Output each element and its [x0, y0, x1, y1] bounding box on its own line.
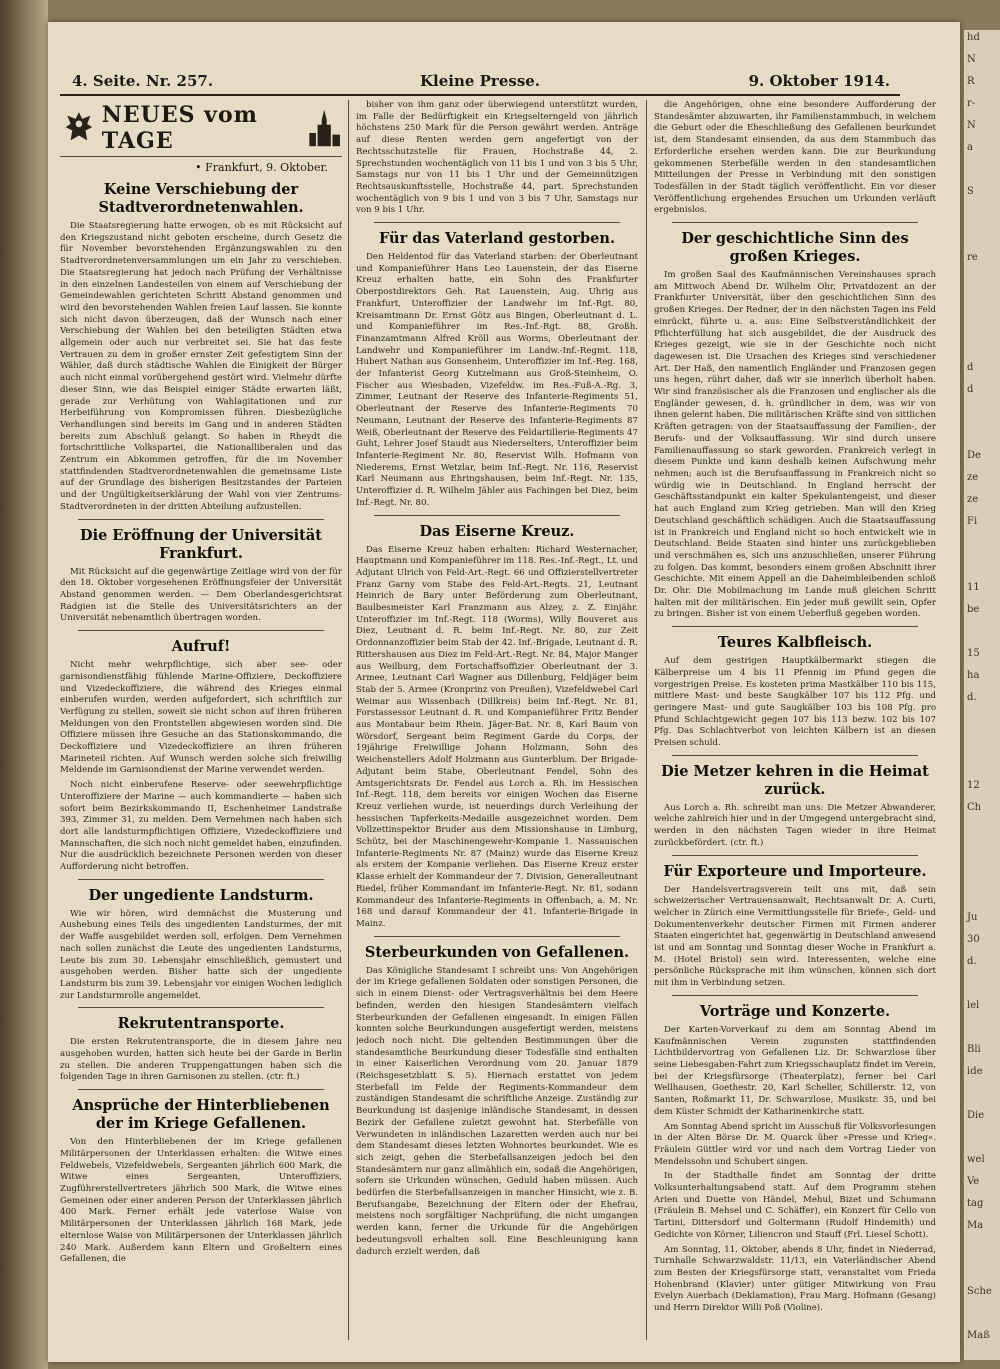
adjacent-page-fragment	[964, 624, 1000, 646]
adjacent-page-fragment: d.	[967, 692, 977, 703]
adjacent-page-fragment: 15	[967, 648, 980, 659]
adjacent-page-fragment: Ju	[967, 912, 978, 923]
adjacent-page-fragment	[964, 162, 1000, 184]
adjacent-page-fragment	[964, 1130, 1000, 1152]
masthead-title: NEUES vom TAGE	[101, 102, 258, 154]
article-headline: Die Eröffnung der Universität Frankfurt.	[80, 526, 322, 562]
article-headline: Der geschichtliche Sinn des großen Krieges.	[681, 230, 909, 266]
article-paragraph: Auf dem gestrigen Hauptkälbermarkt stiegen die Kälberpreise um 4 bis 11 Pfennig im Pfund gegen die vorgestrigen Preise. Es kosteten prima Mastkälber 110 bis 115, mittlere Mast- und beste Saugkälber 107 bis 112 Pfg. und geringere Mast- und gute Saugkälber 103 bis 108 Pfg. pro Pfund Schlachtgewicht gegen 107 bis 113 bezw. 102 bis 107 Pfg. Das Schlachtverbot von leichten Kälbern ist an diesen Preisen schuld.	[654, 656, 936, 749]
masthead	[60, 100, 342, 157]
article	[60, 1007, 342, 1084]
article-divider	[672, 855, 918, 856]
adjacent-page-fragment: Sche	[967, 1286, 992, 1297]
article	[60, 519, 342, 626]
article-paragraph: Von den Hinterbliebenen der im Kriege gefallenen Militärpersonen der Unterklassen erhalten: die Witwe eines Feldwebels, Vizefeldwebels, Sergeanten jährlich 600 Mark, die Witwe eines Sergeanten, Unteroffiziers, Zugführerstellvertreters jährlich 500 Mark, die Witwe eines Gemeinen oder einer anderen Person der Unterklassen jährlich 400 Mark. Ferner erhält jede vaterlose Waise von Militärpersonen der Unterklassen jährlich 168 Mark, jede elternlose Waise von Militärpersonen der Unterklassen jährlich 240 Mark. Außerdem kann Eltern und Großeltern eines Gefallenen, die	[60, 1137, 342, 1265]
adjacent-page-fragment: r-	[967, 98, 976, 109]
article-paragraph: In der Stadthalle findet am Sonntag der dritte Volksunterhaltungsabend statt. Auf dem Programm stehen Arien und Duette von Händel, Mehul, Bizet und Schumann (Fräulein B. Mehsel und C. Schäffer), ein Konzert für Cello von Tartini, Dittersdorf und Goltermann (Rudolf Hindemith) und Gedichte von Körner, Liliencron und Stauff (Frl. Liesel Schott).	[654, 1171, 936, 1240]
article-headline: Der ungediente Landsturm.	[88, 886, 314, 904]
column-3-articles	[654, 100, 936, 1315]
article-paragraph: Im großen Saal des Kaufmännischen Vereinshauses sprach am Mittwoch Abend Dr. Wilhelm Ohr, Privatdozent an der Frankfurter Universität, über den geschichtlichen Sinn des großen Krieges. Der Redner, der in den nächsten Tagen ins Feld einrückt, führte u. a. aus: Eine Selbstverständlichkeit der Pflichterfüllung hat sich ausgebildet, die der Ausdruck des Krieges gezeigt, wie sie in der Geschichte noch nicht dagewesen ist. Die Ursachen des Krieges sind verschiedener Art. Der Haß, den namentlich Engländer und Franzosen gegen uns hegen, rührt daher, daß wir sie innerlich überholt haben. Wir sind französischer als die Franzosen und englischer als die Engländer gewesen, d. h. gründlicher in dem, was wir von ihnen gelernt haben. Die militärischen Kräfte sind von sittlichen Kräften getragen: von der Staatsauffassung der Familien-, der Berufs- und der Volksauffassung. Wir sind durch unsere Familienauffassung so stark geworden. Frankreich verlegt in diesem Punkte und kann deshalb keinen Aufschwung mehr nehmen; auch ist die Berufsauffassung in Frankreich nicht so würdig wie in Deutschland. In England herrscht der Geschäftsstandpunkt ein kalter Spekulantengeist, und dieser hat auch England zum Krieg getrieben. Man will den Krieg Deutschland geschäftlich schädigen. Auch die Staatsauffassung ist in Frankreich und England nicht so hoch entwickelt wie in Deutschland. Beide Staaten sind hinter uns zurückgeblieben und verschmähen es, sich uns anzuschließen, unserer Führung zu folgen. Das kommt, besonders einem großen Abschnitt ihrer Geschichte. Mit einem Appell an die Daheimbleibenden schloß Dr. Ohr. Die Mobilmachung im Lande muß gleichen Schritt halten mit der militärischen. Ein jeder muß gewillt sein, Opfer zu bringen. Bisher ist von einem Ueberfluß gegeben worden.	[654, 270, 936, 620]
adjacent-page-fragment	[964, 976, 1000, 998]
adjacent-page-fragment: De	[967, 450, 981, 461]
article-divider	[78, 1007, 324, 1008]
article-paragraph: Mit Rücksicht auf die gegenwärtige Zeitlage wird von der für den 18. Oktober vorgesehenen Eröffnungsfeier der Universität Abstand genommen werden. — Dem Oberlandesgerichtsrat Radgien ist die Stelle des Universitätsrichters an der Universität nebenamtlich übertragen worden.	[60, 566, 342, 624]
article-paragraph: Der Karten-Vorverkauf zu dem am Sonntag Abend im Kaufmännischen Verein zugunsten stattfindenden Lichtbildervortrag von Gefallenen Liz. Dr. Schwarzlose über seine Liebesgaben-Fahrt zum Kriegsschauplatz findet im Verein, bei der Kriegsfürsorge (Theaterplatz), ferner bei Carl Wellhausen, Goethestr. 20, Karl Scheller, Schillerstr. 12, von Santen, Roßmarkt 11, Dr. Schwarzlose, Musikstr. 35, und bei dem Küster Schmidt der Katharinenkirche statt.	[654, 1024, 936, 1117]
adjacent-page-fragment: N	[967, 54, 976, 65]
adjacent-page-fragment	[964, 844, 1000, 866]
issue-date: 9. Oktober 1914.	[748, 72, 890, 90]
article	[356, 100, 638, 217]
article-paragraph: Nicht mehr wehrpflichtige, sich aber see- oder garnisondienstfähig fühlende Marine-Offiziere, Deckoffiziere und Vizedeckoffiziere, die während des Krieges einmal einberufen wurden, werden aufgefordert, sich schriftlich zur Verfügung zu stellen, soweit sie nicht schon auf ihren früheren Meldungen von den Frontstellen abgewiesen worden sind. Die Offiziere müssen ihre Gesuche an das Stationskommando, die Deckoffiziere und Vizedeckoffiziere an ihren früheren Marineteil richten. Auf Wunsch werden solche sich freiwillig Meldende im Garnisondienst der Marine verwendet werden.	[60, 660, 342, 776]
article-headline: Rekrutentransporte.	[117, 1015, 285, 1033]
article	[60, 1089, 342, 1266]
adjacent-page-fragment	[964, 734, 1000, 756]
column-1-articles	[60, 181, 342, 1266]
adjacent-page-fragment: Fi	[967, 516, 978, 527]
column-2-articles	[356, 100, 638, 1258]
adjacent-page-fragment	[964, 404, 1000, 426]
adjacent-page-fragment: 11	[967, 582, 980, 593]
article-headline: Sterbeurkunden von Gefallenen.	[364, 943, 630, 961]
article-divider	[374, 515, 620, 516]
newspaper-name: Kleine Presse.	[420, 72, 541, 90]
adjacent-page-fragment: R	[967, 76, 975, 87]
article-headline: Teures Kalbfleisch.	[717, 634, 873, 652]
adjacent-page-fragment: N	[967, 120, 976, 131]
adjacent-page-fragment: Bli	[967, 1044, 981, 1055]
article	[654, 626, 936, 750]
article-paragraph: Aus Lorch a. Rh. schreibt man uns: Die Metzer Abwanderer, welche zahlreich hier und in der Umgegend untergebracht sind, werden in den nächsten Tagen wieder in ihre Heimat zurückbefördert. (ctr. ft.)	[654, 802, 936, 848]
adjacent-page-fragment: be	[967, 604, 980, 615]
adjacent-page-fragment: Ma	[967, 1220, 984, 1231]
adjacent-page-fragment	[964, 272, 1000, 294]
column-separator	[348, 100, 349, 1340]
adjacent-page-fragment	[964, 558, 1000, 580]
article-divider	[78, 630, 324, 631]
adjacent-page-fragment	[964, 888, 1000, 910]
column-2	[356, 100, 638, 1340]
adjacent-page-fragment: ze	[967, 472, 979, 483]
adjacent-page-fragment	[964, 822, 1000, 844]
adjacent-page-fragment: 12	[967, 780, 980, 791]
article-paragraph: Das Eiserne Kreuz haben erhalten: Richard Westernacher, Hauptmann und Kompanieführer im 118. Res.-Inf.-Regt., Lt. und Adjutant Ulrich von Feld-Art.-Regt. 66 und Offizierstellvertreter Franz Garny vom Stabe des Feld-Art.-Regts. 21, Leutnant Heinrich de Bary unter Beförderung zum Oberleutnant, Baulbesmeister Karl Franzmann aus Alzey, z. Z. Einjähr. Unteroffizier im Inf.-Regt. 118 (Worms), Willy Bouveret aus Diez, Leutnant d. R. beim Inf.-Regt. Nr. 80, zur Zeit Ordonnanzoffizier beim Stab der 42. Inf.-Brigade, Leutnant d. R. Rittershausen aus Diez im Feld-Art.-Regt. Nr. 84, Major Manger aus Weilburg, dem Fortschaffsoffizier Oberleutnant der 3. Armee, Leutnant Carl Wagner aus Dillenburg, Feldjäger beim Stab der 5. Armee (Kronprinz von Preußen), Vizefeldwebel Carl Weimar aus Wissenbach (Dillkreis) beim Inf.-Regt. Nr. 81, Forstassessor Leutnant d. R. und Kompanieführer Fritz Bender aus Montabaur beim Rhein. Jäger-Bat. Nr. 8, Karl Baum von Wörsdorf, Sergeant beim Regiment Garde du Corps, der 19jährige Freiwillige Johann Holzmann, Sohn des Weichenstellers Adolf Holzmann aus Gunterblum. Der Brigade-Adjutant beim Stabe, Oberleutnant Fendel, Sohn des Amtsgerichtsrats Dr. Fendel aus Lorch a. Rh. im Hessischen Inf.-Regt. 118, dem bereits vor einigen Wochen das Eiserne Kreuz verliehen wurde, ist neuerdings durch Verleihung der hessischen Tapferkeits-Medaille ausgezeichnet worden. Dem Vollzettinspektor Bruder aus dem Missionshause in Limburg, Schütz, bei der Maschinengewehr-Kompanie 1. Nassauischen Infanterie-Regiments Nr. 87 (Mainz) wurde das Eiserne Kreuz als erstem der Kompanie verliehen. Das Eiserne Kreuz erster Klasse erhielt der Kommandeur der 7. Division, Generalleutnant Riedel, früher Kommandant im Infanterie-Regt. Nr. 81, sodann Kommandeur des Infanterie-Regiments in Offenbach, a. M. Nr. 168 und darauf Kommandeur der 41. Infanterie-Brigade in Mainz.	[356, 544, 638, 929]
article	[356, 515, 638, 931]
dateline: • Frankfurt, 9. Oktober.	[195, 161, 328, 174]
article	[654, 995, 936, 1315]
article-divider	[672, 755, 918, 756]
column-1	[60, 100, 342, 1340]
article-paragraph: Am Sonntag Abend spricht im Ausschuß für Volksvorlesungen in der Alten Börse Dr. M. Quarck über »Presse und Krieg«. Fräulein Güttler wird vor und nach dem Vortrag Lieder von Mendelssohn und Schubert singen.	[654, 1121, 936, 1167]
adjacent-page-fragment	[964, 228, 1000, 250]
article	[60, 879, 342, 1003]
page-number: 4. Seite. Nr. 257.	[72, 72, 214, 90]
adjacent-page-fragment	[964, 1306, 1000, 1328]
page-header	[60, 68, 900, 96]
article	[654, 755, 936, 850]
adjacent-page-fragment: d	[967, 384, 974, 395]
adjacent-page-fragment: d.	[967, 956, 977, 967]
adjacent-page-fragment	[964, 338, 1000, 360]
article	[356, 936, 638, 1259]
adjacent-page-fragment: Ve	[967, 1176, 980, 1187]
article-divider	[672, 222, 918, 223]
article-paragraph: Wie wir hören, wird demnächst die Musterung und Aushebung eines Teils des ungedienten Landsturmes, der mit der Waffe ausgebildet werden soll, erfolgen. Dem Vernehmen nach sollen zunächst die Leute des ungedienten Landsturms, Leute bis zum 30. Lebensjahr einschließlich, gemustert und ausgehoben werden. Bisher hatte sich der ungediente Landsturm bis zum 39. Lebensjahr vor einigen Wochen lediglich zur Landsturmrolle angemeldet.	[60, 908, 342, 1001]
adjacent-page-fragment: d	[967, 362, 974, 373]
article-headline: Für das Vaterland gestorben.	[378, 230, 615, 248]
adjacent-page-fragment: S	[967, 186, 974, 197]
article	[654, 222, 936, 621]
adjacent-page-fragment: ha	[967, 670, 980, 681]
adjacent-page-fragment: lel	[967, 1000, 980, 1011]
adjacent-page-fragment	[964, 1262, 1000, 1284]
article	[654, 855, 936, 990]
article-headline: Die Metzer kehren in die Heimat zurück.	[661, 762, 929, 798]
book-spine	[0, 0, 48, 1369]
article	[60, 181, 342, 514]
adjacent-page-fragment: re	[967, 252, 978, 263]
article-headline: Keine Verschiebung der Stadtverordnetenwahlen.	[98, 181, 304, 216]
article-headline: Aufruf!	[171, 638, 231, 656]
adjacent-page-fragment	[964, 206, 1000, 228]
eagle-icon	[64, 105, 94, 151]
adjacent-page-fragment: Ch	[967, 802, 982, 813]
article-paragraph: Das Königliche Standesamt I schreibt uns: Von Angehörigen der im Kriege gefallenen Soldaten oder sonstigen Personen, die sich in einem Dienst- oder Vertragsverhältnis bei dem Heere befinden, werden den hiesigen Standesämtern vielfach Sterbeurkunden der Gefallenen eingesandt. In einigen Fällen konnten solche Beurkundungen ausgefertigt werden, meistens jedoch noch nicht. Die geltenden Bestimmungen über die standesamtliche Beurkundung dieser Todesfälle sind enthalten in einer Kaiserlichen Verordnung vom 20. Januar 1879 (Reichsgesetzblatt S. 5). Hiernach erstattet von jedem Sterbefall im Felde der Regiments-Kommandeur dem zuständigen Standesamt die schriftliche Anzeige. Zuständig zur Beurkundung ist dasjenige inländische Standesamt, in dessen Bezirk der Gefallene zuletzt gewohnt hat. Sterbefälle von Verwundeten in inländischen Lazaretten werden auch nur bei dem Standesamt dieses letzten Wohnortes beurkundet. Wie es sich zeigt, gehen die Sterbefallsanzeigen jedoch bei den Standesämtern nur ganz allmählich ein, sodaß die Angehörigen, sofern sie Urkunden wünschen, Geduld haben müssen. Auch bedürfen die Sterbefallsanzeigen in mancher Hinsicht, wie z. B. Berufsangabe, Bezeichnung der Eltern oder der Ehefrau, meistens noch sorgfältiger Nachprüfung, die nicht umgangen werden kann, ferner die Urkunde für die Angehörigen bedeutungsvoll erhalten soll. Eine Beschleunigung kann dadurch erzielt werden, daß	[356, 965, 638, 1257]
adjacent-page-fragment: tag	[967, 1198, 984, 1209]
adjacent-page-fragment	[964, 712, 1000, 734]
article	[654, 100, 936, 217]
adjacent-page-fragment: ze	[967, 494, 979, 505]
article-divider	[672, 626, 918, 627]
article	[60, 630, 342, 874]
article-divider	[78, 519, 324, 520]
article-divider	[78, 879, 324, 880]
article-paragraph: Der Handelsvertragsverein teilt uns mit, daß sein schweizerischer Vertrauensanwalt, Rechtsanwalt Dr. A. Curti, welcher in Zürich eine Vermittlungsstelle für Briefe-, Geld- und Dokumentenverkehr deutscher Firmen mit Firmen anderer Staaten eingerichtet hat, gegenwärtig in Deutschland anwesend ist und am Sonntag und Sonntag dieser Woche in Frankfurt a. M. (Hotel Bristol) sein wird. Interessenten, welche eine persönliche Rücksprache mit ihm wünschen, können sich dort mit ihm in Verbindung setzen.	[654, 884, 936, 989]
column-3	[654, 100, 936, 1340]
article-paragraph: Am Sonntag, 11. Oktober, abends 8 Uhr, findet in Niederrad, Turnhalle Schwarzwaldstr. 11/13, ein Vaterländischer Abend zum Besten der Kriegsfürsorge statt, veranstaltet vom Frieda Hohenbrand (Klavier) unter gütiger Mitwirkung von Frau Evelyn Auerbach (Deklamation), Frau Marg. Hofmann (Gesang) und Herrn Direktor Willi Poß (Violine).	[654, 1244, 936, 1314]
article-headline: Ansprüche der Hinterbliebenen der im Kriege Gefallenen.	[72, 1097, 330, 1133]
adjacent-page-fragment: ide	[967, 1066, 983, 1077]
article-paragraph: bisher von ihm ganz oder überwiegend unterstützt wurden, im Falle der Bedürftigkeit ein Kriegselterngeld von jährlich höchstens 250 Mark für die Person gewährt werden. Anträge auf diese Renten werden gern angefertigt von der Rechtsschutzstelle für Frauen, Hochstraße 44, 2. Sprechstunden wochentäglich von 11 bis 1 und von 3 bis 5 Uhr, Samstags nur von 11 bis 1 Uhr und der Gemeinnützigen Rechtsauskunftsstelle, Hochstraße 44, part. Sprechstunden wochentäglich von 9 bis 1 und von 3 bis 7 Uhr, Samstags nur von 9 bis 1 Uhr.	[356, 100, 638, 216]
adjacent-page-fragment	[964, 1240, 1000, 1262]
adjacent-page-fragment	[964, 536, 1000, 558]
article-paragraph: Die Staatsregierung hatte erwogen, ob es mit Rücksicht auf den Kriegszustand nicht geboten erscheine, durch Gesetz die für November bevorstehenden Ergänzungswahlen zu den Stadtverordnetenversammlungen um ein Jahr zu verschieben. Die Staatsregierung hat jedoch nach Prüfung der Verhältnisse in den einzelnen Landesteilen von einem auf Verschiebung der Gemeindewahlen gerichteten Schritt Abstand genommen und wird den bevorstehenden Wahlen freien Lauf lassen. Sie konnte sich nicht davon überzeugen, daß der Wunsch nach einer Verschiebung der Wahlen bei den beteiligten Städten etwa allgemein oder auch nur verbreitet sei. Sie hat das feste Vertrauen zu dem in großer ernster Zeit gefestigtem Sinn der Wähler, daß durch städtische Wahlen die Einigkeit der Bürger auch nicht einmal vorübergehend gestört wird. Vielmehr dürfte dieser Sinn, wie das Beispiel einiger Städte erwarten läßt, gerade zur Verhütung von Wahlagitationen und zur Herbeiführung von Kompromissen führen. Diesbezügliche Verhandlungen sind bereits im Gang und in anderen Städten bereits zum Abschluß gelangt. So haben in Rheydt die fortschrittliche Volkspartei, die Nationalliberalen und das Zentrum ein Abkommen getroffen, für die im November stattfindenden Stadtverordnetenwahlen die gemeinsame Liste auf der Grundlage des bisherigen Besitzstandes der Parteien und der Ungültigkeitserklärung der Wahl von vier Zentrums-Stadtverordneten in der dritten Abteilung aufzustellen.	[60, 221, 342, 512]
article-paragraph: Den Heldentod für das Vaterland starben: der Oberleutnant und Kompanieführer Hans Leo Lauenstein, der das Eiserne Kreuz erhalten hatte, ein Sohn des Frankfurter Oberpostdirektors Geh. Rat Lauenstein, Aug. Uhrig aus Frankfurt, Unteroffizier der Landwehr im Inf.-Rgt. 80, Kreisamtmann Dr. Ernst Götz aus Bingen, Oberleutnant d. L. und Kompanieführer im Res.-Inf.-Rgt. 88, Großh. Finanzamtmann Alfred Kröll aus Worms, Oberleutnant der Landwehr und Kompanieführer im Landw.-Inf.-Regmt. 118, Hubert Nathan aus Gonsenheim, Unteroffizier im Inf.-Reg. 168, der Infanterist Georg Kutzelmann aus Groß-Steinheim, O. Fischer aus Wiesbaden, Vizefeldw. im Res.-Fuß-A.-Rg. 3, Zimmer, Leutnant der Reserve des Infanterie-Regiments 51, Oberleutnant der Reserve des Infanterie-Regiments 70 Neumann, Leutnant der Reserve des Infanterie-Regiments 87 Weiß, Oberleutnant der Reserve des Feldartillerie-Regiments 47 Guht, Lehrer Josef Staudt aus Niederselters, Unteroffizier beim Infanterie-Regiment Nr. 80, Reservist Wilh. Hofmann von Niederems, Ernst Wetzlar, beim Inf.-Regt. Nr. 116, Reservist Karl Neumann aus Ehringshausen, beim Inf.-Regt. Nr. 135, Unteroffizier d. R. Wilhelm Jähler aus Fachingen bei Diez, beim Inf.-Regt. Nr. 80.	[356, 252, 638, 508]
adjacent-page-edge	[964, 30, 1000, 1360]
adjacent-page-fragment	[964, 316, 1000, 338]
adjacent-page-fragment	[964, 426, 1000, 448]
article-divider	[78, 1089, 324, 1090]
adjacent-page-fragment	[964, 756, 1000, 778]
article-headline: Für Exporteure und Importeure.	[663, 862, 927, 880]
cathedral-icon	[306, 104, 342, 152]
adjacent-page-fragment	[964, 1020, 1000, 1042]
adjacent-page-fragment	[964, 1086, 1000, 1108]
article-paragraph: Noch nicht einberufene Reserve- oder seewehrpflichtige Unteroffiziere der Marine — auch kommandierte — haben sich sofort beim Bezirkskommando II, Eschenheimer Landstraße 393, Zimmer 31, zu melden. Dem Vernehmen nach haben sich dort alle landsturmpflichtigen Offiziere, Vizedeckoffiziere und Mannschaften, die sich noch nicht gemeldet haben, einzufinden. Nur die ausdrücklich bezeichnete Personen werden von dieser Aufforderung nicht betroffen.	[60, 780, 342, 873]
article-paragraph: Die ersten Rekrutentransporte, die in diesem Jahre neu ausgehoben wurden, hatten sich heute bei der Garde in Berlin zu stellen. Die anderen Truppengattungen haben sich die folgenden Tage in ihren Garnisonen zu stellen. (ctr. ft.)	[60, 1037, 342, 1083]
adjacent-page-fragment	[964, 866, 1000, 888]
adjacent-page-fragment: Die	[967, 1110, 985, 1121]
article-headline: Vorträge und Konzerte.	[699, 1002, 891, 1020]
article-headline: Das Eiserne Kreuz.	[419, 522, 575, 540]
article-divider	[374, 936, 620, 937]
column-separator	[646, 100, 647, 1340]
adjacent-page-fragment: a	[967, 142, 973, 153]
adjacent-page-fragment: wel	[967, 1154, 985, 1165]
article-divider	[672, 995, 918, 996]
adjacent-page-fragment: Maß	[967, 1330, 990, 1341]
adjacent-page-fragment: 30	[967, 934, 980, 945]
adjacent-page-fragment	[964, 294, 1000, 316]
article-paragraph: die Angehörigen, ohne eine besondere Aufforderung der Standesämter abzuwarten, ihr Familienstammbuch, in welchem die Geburt oder die Eheschließung des Gefallenen beurkundet ist, dem Standesamt einsenden, da aus dem Stammbuch das Erforderliche ersehen werden kann. Die zur Beurkundung gekommenen Sterbefälle werden in den standesamtlichen Mitteilungen der Presse in Verbindung mit den sonstigen Todesfällen in der Stadt täglich veröffentlicht. Ein vor dieser Veröffentlichung ergehendes Ersuchen um Urkunden verläuft ergebnislos.	[654, 100, 936, 216]
article	[356, 222, 638, 509]
adjacent-page-fragment: hd	[967, 32, 980, 43]
article-divider	[374, 222, 620, 223]
